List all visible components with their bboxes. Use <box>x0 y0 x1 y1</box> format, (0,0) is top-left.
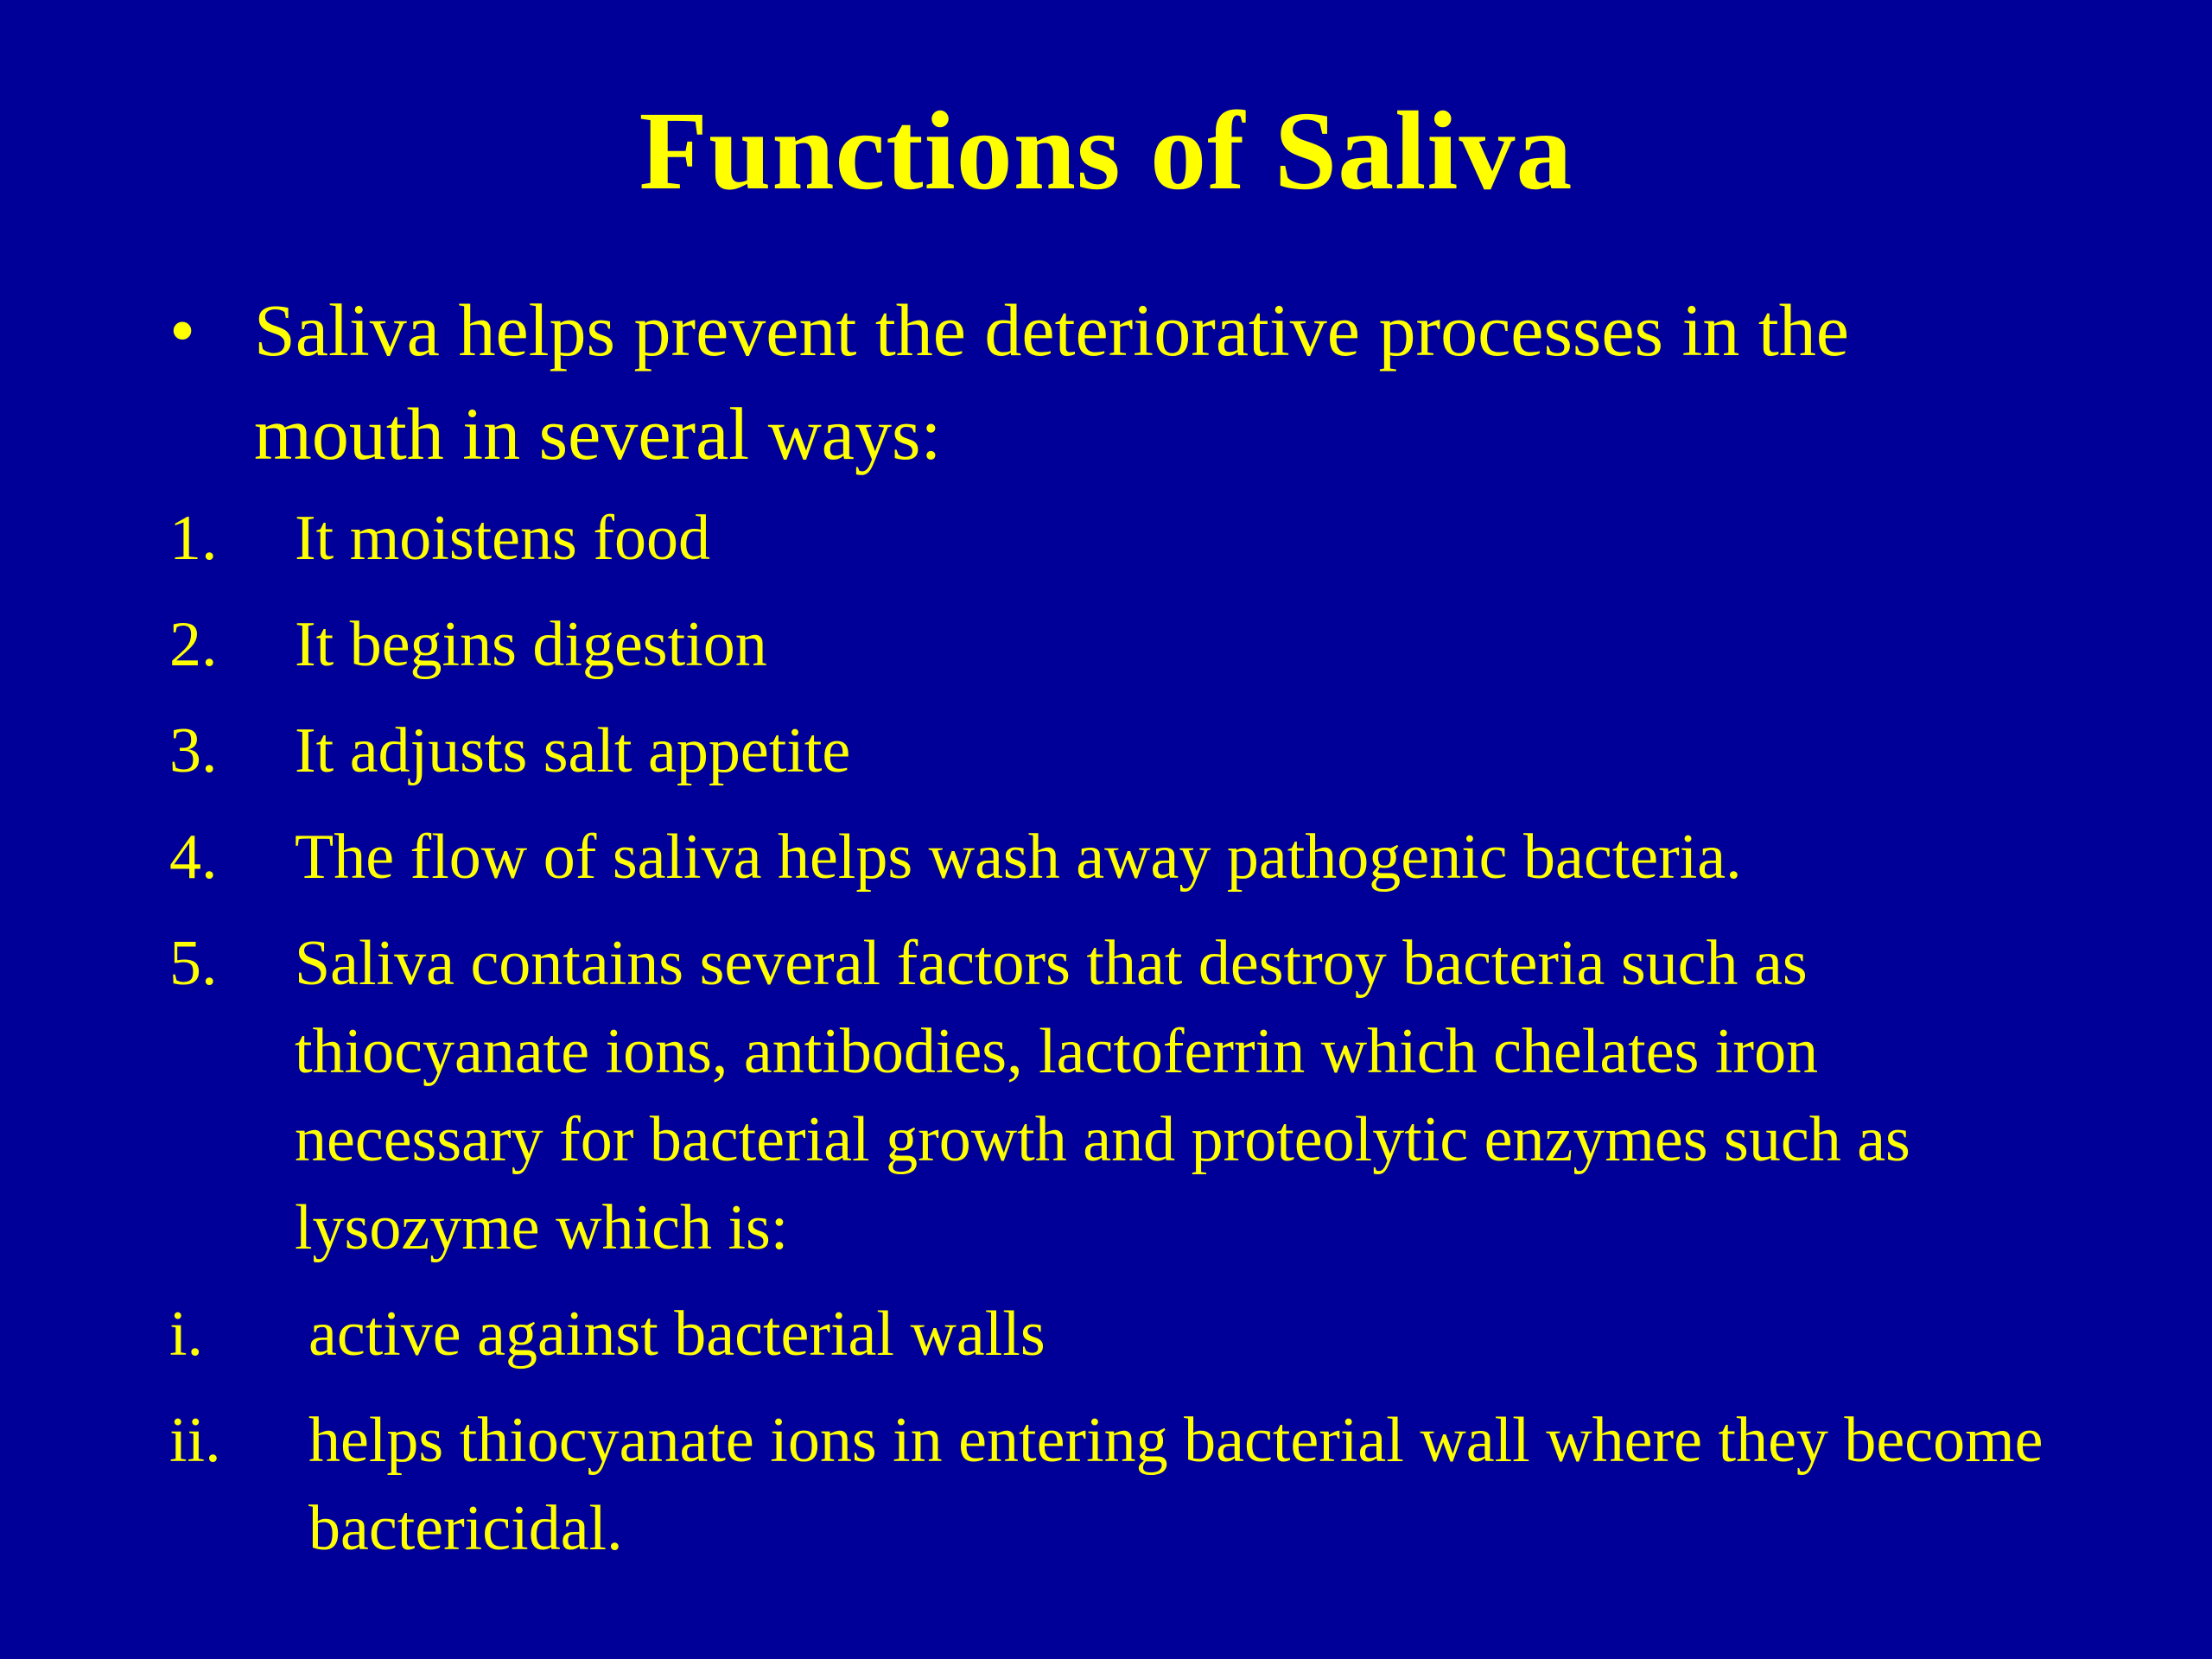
list-marker: 3. <box>169 715 218 786</box>
list-marker: 4. <box>169 822 218 893</box>
list-item-4 <box>169 813 2070 901</box>
sub-item-i <box>169 1290 2070 1378</box>
slide-title: Functions of Saliva <box>639 89 1573 213</box>
slide-content <box>169 278 2070 1591</box>
list-marker: 5. <box>169 928 218 999</box>
list-text: It moistens food <box>295 503 710 574</box>
list-text: Saliva contains several factors that destroy bacteria such as thiocyanate ions, antibodies, lactoferrin which chelates iron necessary for bacterial growth and proteolytic enzymes such as lysozyme which is: <box>295 928 1910 1263</box>
list-marker: 2. <box>169 609 218 680</box>
list-item-1 <box>169 494 2070 582</box>
sub-text: helps thiocyanate ions in entering bacterial wall where they become bactericidal. <box>308 1405 2044 1564</box>
list-text: The flow of saliva helps wash away pathogenic bacteria. <box>295 822 1742 893</box>
sub-text: active against bacterial walls <box>308 1299 1046 1370</box>
bullet-text: Saliva helps prevent the deteriorative processes in the mouth in several ways: <box>254 289 1849 475</box>
sub-marker: ii. <box>169 1405 221 1476</box>
list-item-3 <box>169 707 2070 795</box>
bullet-marker: • <box>169 289 196 372</box>
sub-item-ii <box>169 1396 2070 1573</box>
list-item-5 <box>169 919 2070 1272</box>
list-text: It adjusts salt appetite <box>295 715 851 786</box>
list-marker: 1. <box>169 503 218 574</box>
list-item-2 <box>169 601 2070 689</box>
intro-bullet <box>169 278 2070 486</box>
sub-marker: i. <box>169 1299 204 1370</box>
list-text: It begins digestion <box>295 609 767 680</box>
